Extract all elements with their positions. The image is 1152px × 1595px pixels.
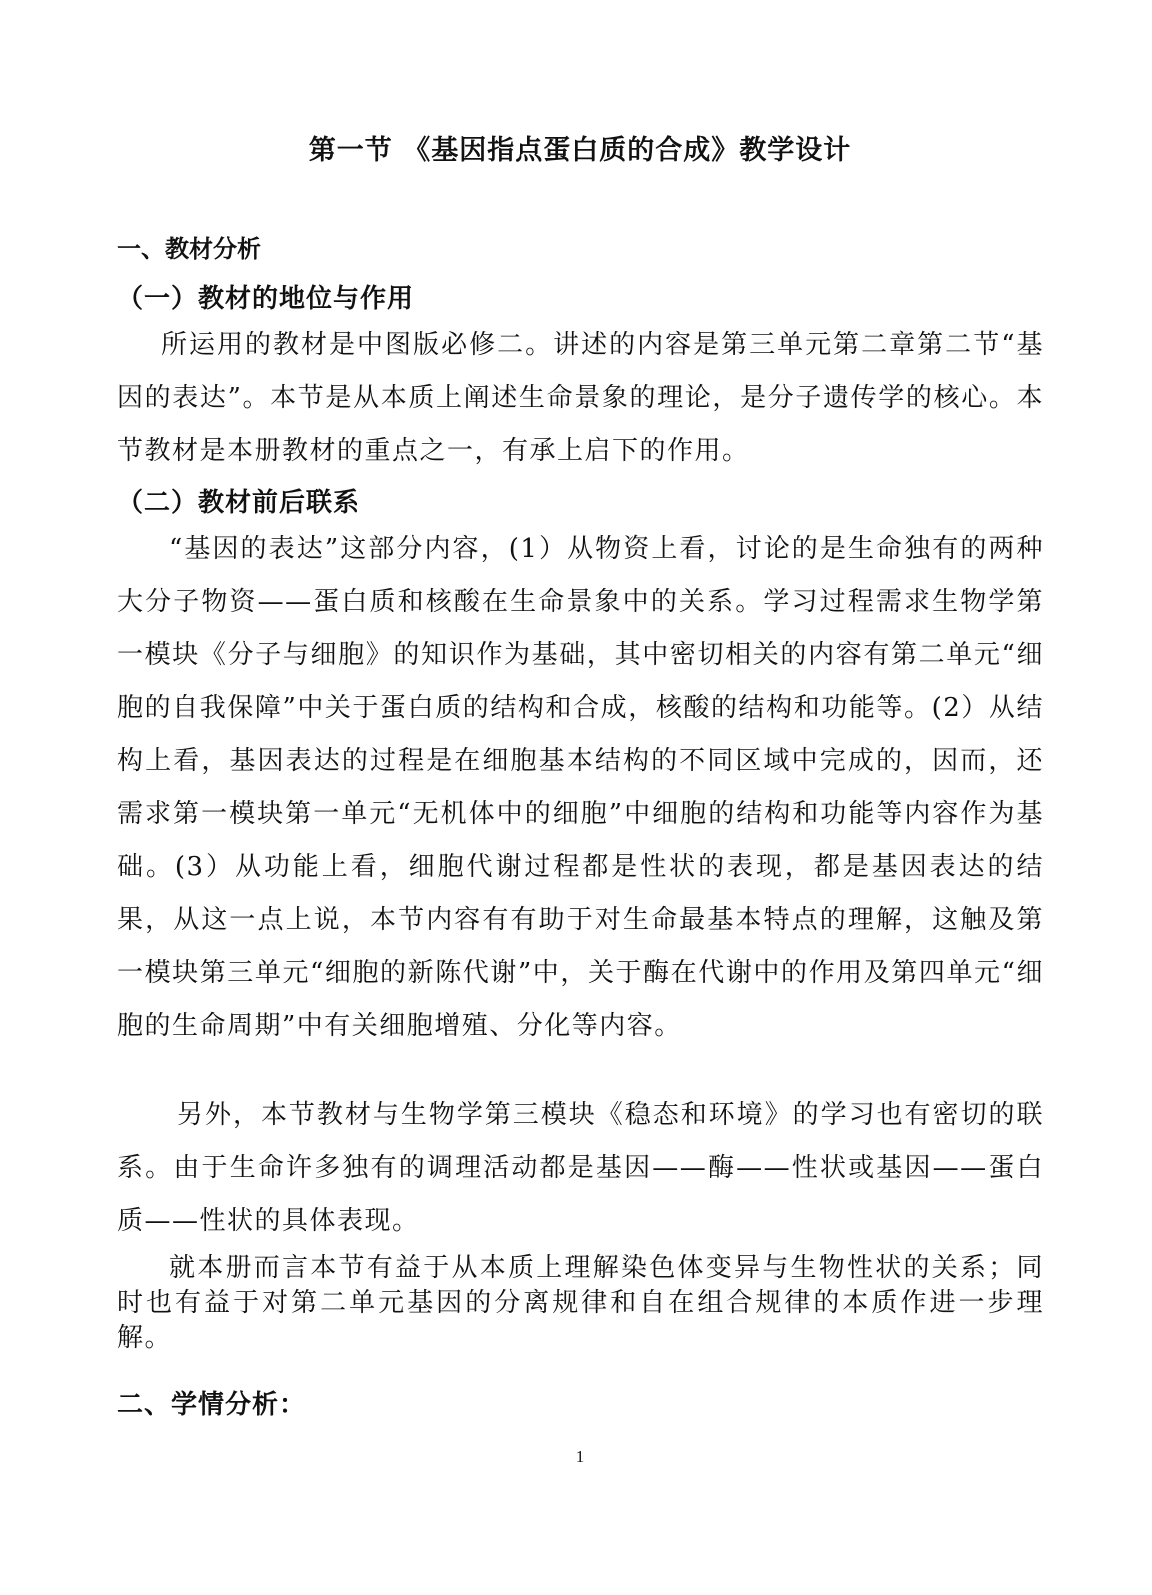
section-heading-learner-analysis: 二、学情分析： [117, 1390, 307, 1420]
paragraph-connections-3: 就本册而言本节有益于从本质上理解染色体变异与生物性状的关系；同时也有益于对第二单元基因的分离规律和自在组合规律的本质作进一步理解。 [117, 1253, 1044, 1353]
subsection-heading-connections: （二）教材前后联系 [117, 488, 361, 518]
document-title: 第一节 《基因指点蛋白质的合成》教学设计 [308, 135, 852, 166]
section-heading-textbook-analysis: 一、教材分析 [117, 235, 261, 263]
subsection-heading-status-role: （一）教材的地位与作用 [117, 284, 415, 314]
paragraph-status-role: 所运用的教材是中图版必修二。讲述的内容是第三单元第二章第二节“基因的表达”。本节是从本质上阐述生命景象的理论，是分子遗传学的核心。本节教材是本册教材的重点之一，有承上启下的作用。 [117, 330, 1044, 466]
page-number: 1 [575, 1447, 585, 1466]
paragraph-connections-1: “基因的表达”这部分内容，(1）从物资上看，讨论的是生命独有的两种大分子物资——蛋白质和核酸在生命景象中的关系。学习过程需求生物学第一模块《分子与细胞》的知识作为基础，其中密切相关的内容有第二单元“细胞的自我保障”中关于蛋白质的结构和合成，核酸的结构和功能等。(2）从结构上看，基因表达的过程是在细胞基本结构的不同区域中完成的，因而，还需求第一模块第一单元“无机体中的细胞”中细胞的结构和功能等内容作为基础。(3）从功能上看，细胞代谢过程都是性状的表现，都是基因表达的结果，从这一点上说，本节内容有有助于对生命最基本特点的理解，这触及第一模块第三单元“细胞的新陈代谢”中，关于酶在代谢中的作用及第四单元“细胞的生命周期”中有关细胞增殖、分化等内容。 [117, 534, 1044, 1041]
paragraph-connections-2: 另外，本节教材与生物学第三模块《稳态和环境》的学习也有密切的联系。由于生命许多独有的调理活动都是基因——酶——性状或基因——蛋白质——性状的具体表现。 [117, 1100, 1044, 1236]
